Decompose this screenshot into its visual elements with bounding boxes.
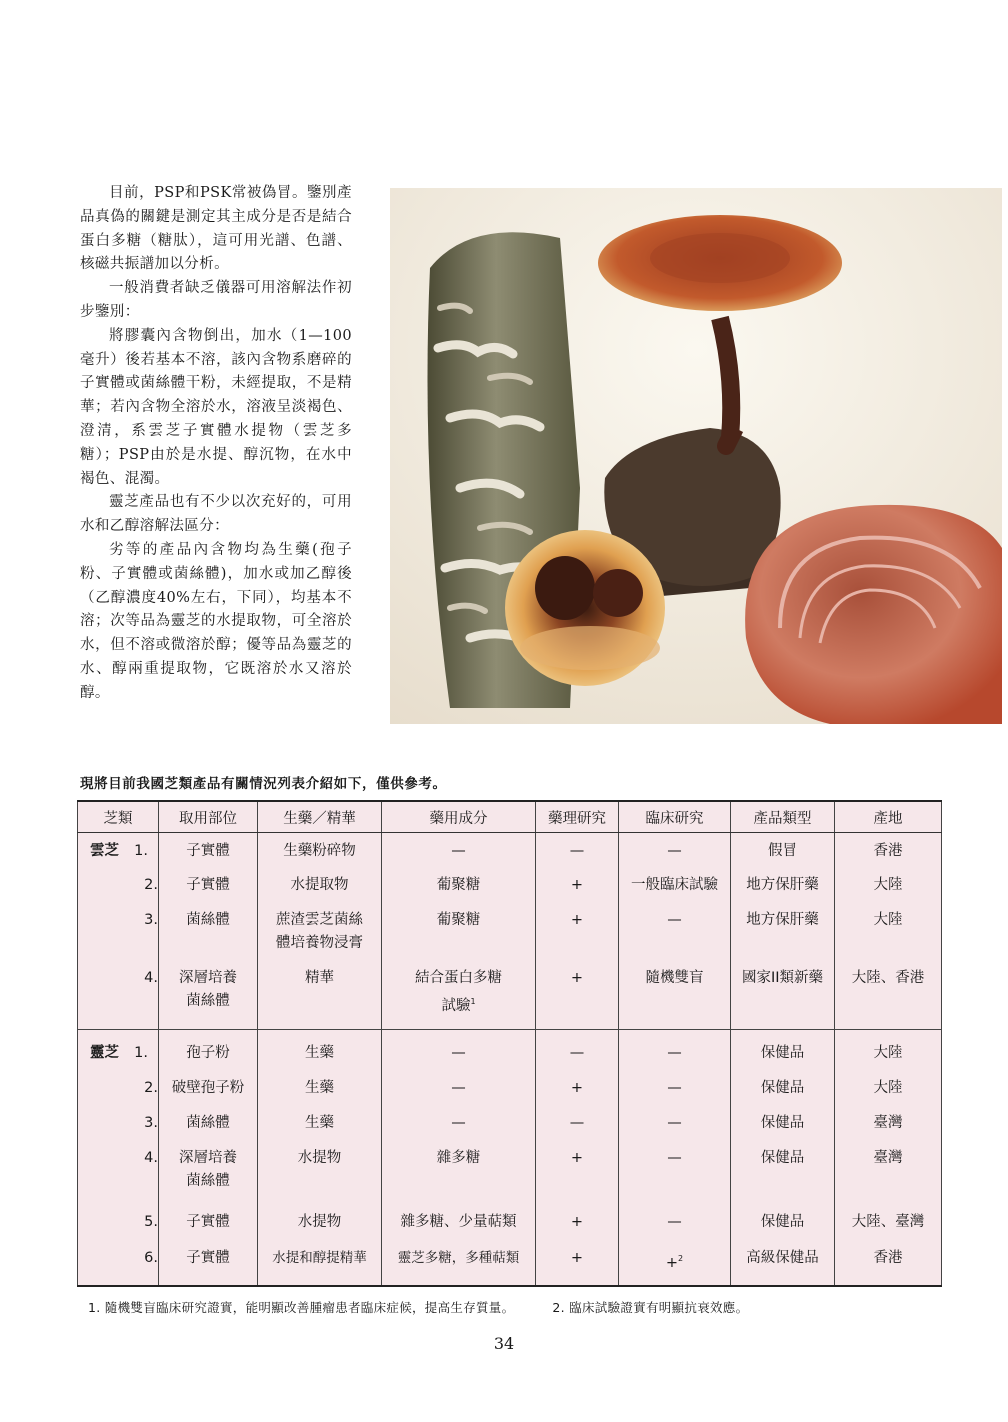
page-number: 34 xyxy=(493,1334,515,1353)
cell-clinical: — xyxy=(619,1204,731,1240)
cell-component: 葡聚糖 xyxy=(382,902,536,960)
cell-part: 子實體 xyxy=(159,1204,258,1240)
cell-origin: 大陸、臺灣 xyxy=(835,1204,942,1240)
table-header-row xyxy=(78,801,942,833)
cell-part: 破壁孢子粉 xyxy=(159,1070,258,1105)
cell-pharm: — xyxy=(536,833,619,867)
component-text: 結合蛋白多糖試驗 xyxy=(415,969,502,1014)
paragraph: 目前，PSP和PSK常被偽冒。鑒別產品真偽的關鍵是測定其主成分是否是結合蛋白多糖（糖肽），這可用光譜、色譜、核磁共振譜加以分析。 xyxy=(80,185,352,273)
cell-pharm: — xyxy=(536,1105,619,1140)
cell-component: — xyxy=(382,1030,536,1070)
row-number: 3. xyxy=(78,902,159,960)
cell-part: 菌絲體 xyxy=(159,1105,258,1140)
cell-pharm: + xyxy=(536,960,619,1030)
cell-form: 生藥粉碎物 xyxy=(258,833,382,867)
cell-pharm: + xyxy=(536,867,619,902)
cell-origin: 大陸 xyxy=(835,902,942,960)
cell-clinical: 隨機雙盲 xyxy=(619,960,731,1030)
header-cell: 臨床研究 xyxy=(619,801,731,833)
cell-clinical: — xyxy=(619,1030,731,1070)
header-cell: 藥理研究 xyxy=(536,801,619,833)
cell-origin: 香港 xyxy=(835,1240,942,1286)
cell-origin: 大陸 xyxy=(835,1070,942,1105)
paragraph: 靈芝產品也有不少以次充好的，可用水和乙醇溶解法區分： xyxy=(80,494,352,535)
cell-part: 子實體 xyxy=(159,833,258,867)
cell-component: — xyxy=(382,833,536,867)
table-intro: 現將目前我國芝類產品有關情況列表介紹如下，僅供參考。 xyxy=(80,776,447,792)
cell-type: 保健品 xyxy=(731,1204,835,1240)
cell-type: 保健品 xyxy=(731,1030,835,1070)
table-row xyxy=(78,867,942,902)
footnote-2: 2. 臨床試驗證實有明顯抗衰效應。 xyxy=(552,1300,749,1315)
cell-type: 地方保肝藥 xyxy=(731,902,835,960)
table-row xyxy=(78,1105,942,1140)
row-number: 4. xyxy=(78,1140,159,1204)
cell-pharm: + xyxy=(536,1204,619,1240)
row-number: 2. xyxy=(78,1070,159,1105)
cell-part: 菌絲體 xyxy=(159,902,258,960)
cell-form: 生藥 xyxy=(258,1070,382,1105)
cell-pharm: — xyxy=(536,1030,619,1070)
paragraph: 將膠囊內含物倒出，加水（1—100毫升）後若基本不溶，該內含物系磨碎的子實體或菌絲體干粉，未經提取，不是精華；若內含物全溶於水，溶液呈淡褐色、澄清，系雲芝子實體水提物（雲芝多糖）；PSP由於是水提、醇沉物，在水中褐色、混濁。 xyxy=(80,327,352,487)
cell-form: 生藥 xyxy=(258,1105,382,1140)
table-row xyxy=(78,960,942,1030)
cell-part: 深層培養菌絲體 xyxy=(159,960,258,1030)
cell-origin: 香港 xyxy=(835,833,942,867)
category-name: 靈芝 xyxy=(90,1045,119,1061)
header-cell: 芝類 xyxy=(78,801,159,833)
body-text xyxy=(80,182,352,706)
cell-form: 水提取物 xyxy=(258,867,382,902)
header-cell: 產地 xyxy=(835,801,942,833)
cell-component: 雜多糖、少量萜類 xyxy=(382,1204,536,1240)
cell-component: — xyxy=(382,1105,536,1140)
cell-part: 深層培養菌絲體 xyxy=(159,1140,258,1204)
cell-clinical: — xyxy=(619,1070,731,1105)
cell-clinical: — xyxy=(619,902,731,960)
mushroom-photo xyxy=(390,188,1002,724)
table-row xyxy=(78,1240,942,1286)
clinical-text: + xyxy=(665,1254,679,1271)
table-row xyxy=(78,1030,942,1070)
cell-clinical: — xyxy=(619,833,731,867)
cell-part: 子實體 xyxy=(159,867,258,902)
cell-type: 保健品 xyxy=(731,1105,835,1140)
row-number: 6. xyxy=(78,1240,159,1286)
table-row xyxy=(78,1070,942,1105)
cell-part: 孢子粉 xyxy=(159,1030,258,1070)
cell-clinical: — xyxy=(619,1105,731,1140)
cell-component: 雜多糖 xyxy=(382,1140,536,1204)
table-row xyxy=(78,902,942,960)
cell-pharm: + xyxy=(536,902,619,960)
cell-form: 生藥 xyxy=(258,1030,382,1070)
row-number: 3. xyxy=(78,1105,159,1140)
cell-origin: 大陸、香港 xyxy=(835,960,942,1030)
cell-origin: 大陸 xyxy=(835,867,942,902)
table-row xyxy=(78,1204,942,1240)
header-cell: 生藥／精華 xyxy=(258,801,382,833)
cell-form: 精華 xyxy=(258,960,382,1030)
cell-pharm: + xyxy=(536,1140,619,1204)
cell-form: 水提和醇提精華 xyxy=(258,1240,382,1286)
table-row xyxy=(78,833,942,867)
footnote-ref: 2 xyxy=(678,1253,684,1263)
row-number: 2. xyxy=(78,867,159,902)
footnote-1: 1. 隨機雙盲臨床研究證實，能明顯改善腫瘤患者臨床症候，提高生存質量。 xyxy=(88,1300,515,1315)
paragraph: 劣等的產品內含物均為生藥(孢子粉、子實體或菌絲體)，加水或加乙醇後（乙醇濃度40%左右，下同），均基本不溶；次等品為靈芝的水提取物，可全溶於水，但不溶或微溶於醇；優等品為靈芝的水、醇兩重提取物，它既溶於水又溶於醇。 xyxy=(80,541,352,701)
cell-component: 葡聚糖 xyxy=(382,867,536,902)
footnote-ref: 1 xyxy=(470,996,476,1006)
cell-pharm: + xyxy=(536,1070,619,1105)
row-number: 1. xyxy=(134,843,148,859)
paragraph: 一般消費者缺乏儀器可用溶解法作初步鑒別： xyxy=(80,280,352,320)
cell-origin: 臺灣 xyxy=(835,1140,942,1204)
cell-component: — xyxy=(382,1070,536,1105)
mushroom-illustration xyxy=(390,188,1002,724)
cell-type: 保健品 xyxy=(731,1140,835,1204)
cell-component xyxy=(382,960,536,1030)
row-number: 5. xyxy=(78,1204,159,1240)
cell-origin: 臺灣 xyxy=(835,1105,942,1140)
cell-origin: 大陸 xyxy=(835,1030,942,1070)
header-cell: 取用部位 xyxy=(159,801,258,833)
cell-clinical: 一般臨床試驗 xyxy=(619,867,731,902)
header-cell: 產品類型 xyxy=(731,801,835,833)
category-cell xyxy=(78,1030,159,1070)
cell-clinical xyxy=(619,1240,731,1286)
cell-component: 靈芝多糖，多種萜類 xyxy=(382,1240,536,1286)
cell-form: 蔗渣雲芝菌絲體培養物浸膏 xyxy=(258,902,382,960)
header-cell: 藥用成分 xyxy=(382,801,536,833)
cell-type: 保健品 xyxy=(731,1070,835,1105)
row-number: 1. xyxy=(134,1045,148,1061)
cell-form: 水提物 xyxy=(258,1204,382,1240)
table-row xyxy=(78,1140,942,1204)
cell-type: 地方保肝藥 xyxy=(731,867,835,902)
row-number: 4. xyxy=(78,960,159,1030)
mushroom-product-table xyxy=(77,800,942,1287)
cell-type: 國家II類新藥 xyxy=(731,960,835,1030)
cell-form: 水提物 xyxy=(258,1140,382,1204)
cell-type: 假冒 xyxy=(731,833,835,867)
cell-pharm: + xyxy=(536,1240,619,1286)
footnotes xyxy=(88,1298,748,1316)
category-cell xyxy=(78,833,159,867)
cell-part: 子實體 xyxy=(159,1240,258,1286)
cell-clinical: — xyxy=(619,1140,731,1204)
category-name: 雲芝 xyxy=(90,843,119,859)
cell-type: 高級保健品 xyxy=(731,1240,835,1286)
